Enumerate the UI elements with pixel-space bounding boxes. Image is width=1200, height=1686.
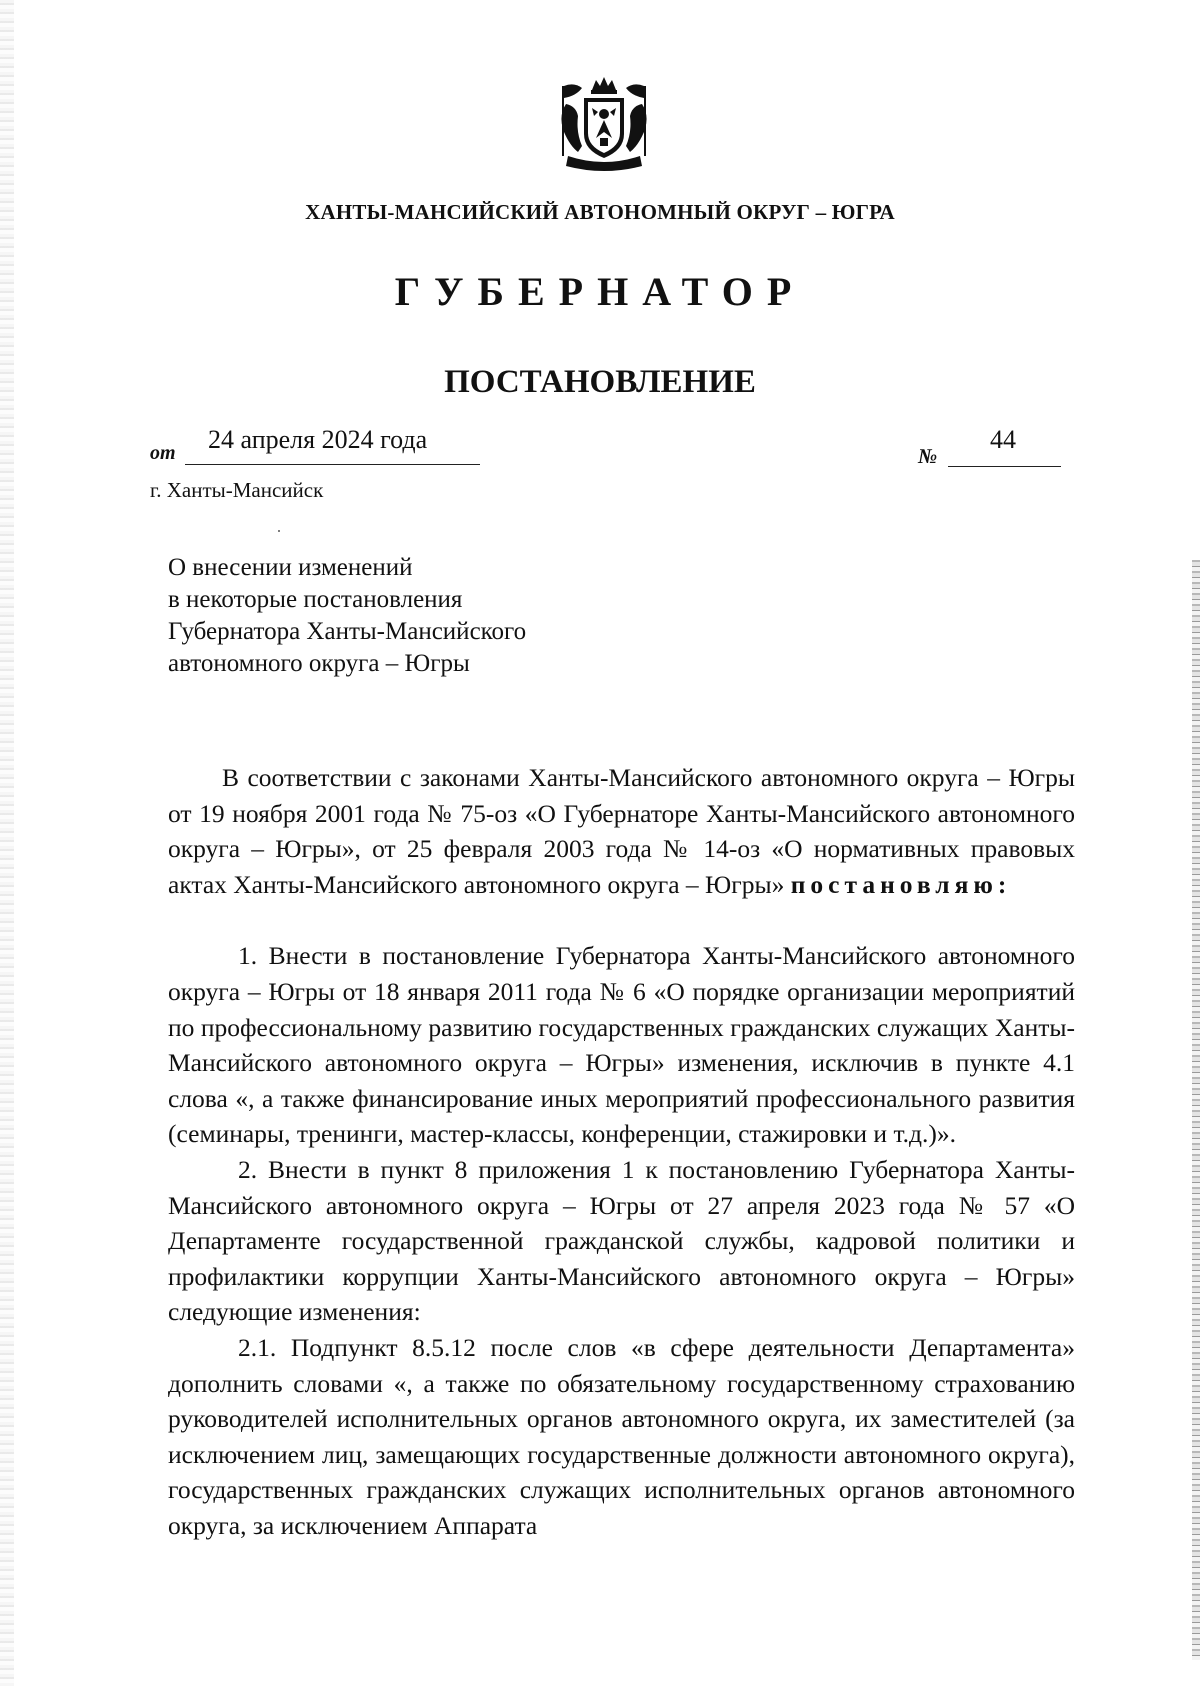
item-2-paragraph: 2. Внести в пункт 8 приложения 1 к постановлению Губернатора Ханты-Мансийского автономного округа – Югры от 27 апреля 2023 года № 57 «О Департаменте государственной гражданской службы, кадровой политики и профилактики коррупции Ханты-Мансийского автономного округа – Югры» следующие изменения: [168, 1154, 1075, 1327]
item-2-1-paragraph: 2.1. Подпункт 8.5.12 после слов «в сфере деятельности Департамента» дополнить словами «, а также по обязательному государственному страхованию руководителей исполнительных органов автономного округа, их заместителей (за исключением лиц, замещающих государственные должности автономного округа), государственных гражданских служащих исполнительных органов автономного округа, за исключением Аппарата [168, 1332, 1075, 1540]
region-name: ХАНТЫ-МАНСИЙСКИЙ АВТОНОМНЫЙ ОКРУГ – ЮГРА [305, 200, 895, 224]
title-line: в некоторые постановления [168, 586, 463, 613]
city: г. Ханты-Мансийск [150, 478, 324, 502]
governor-heading: ГУБЕРНАТОР [394, 269, 806, 314]
decree-number: 44 [990, 425, 1016, 454]
title-line: Губернатора Ханты-Мансийского [168, 618, 527, 645]
date-prefix: от [150, 442, 176, 464]
number-underline [948, 466, 1061, 467]
item-1-paragraph: 1. Внести в постановление Губернатора Ханты-Мансийского автономного округа – Югры от 18 января 2011 года № 6 «О порядке организации мероприятий по профессиональному развитию государственных гражданских служащих Ханты-Мансийского автономного округа – Югры» изменения, исключив в пункте 4.1 слова «, а также финансирование иных мероприятий профессионального развития (семинары, тренинги, мастер-классы, конференции, стажировки и т.д.)». [168, 941, 1075, 1149]
number-prefix: № [918, 444, 938, 468]
date-underline [185, 464, 480, 465]
decree-body [168, 760, 1075, 1543]
decree-title [168, 552, 526, 680]
scan-speck [278, 530, 280, 532]
coat-of-arms-emblem [548, 76, 660, 176]
preamble-text: В соответствии с законами Ханты-Мансийского автономного округа – Югры от 19 ноября 2001 года № 75-оз «О Губернаторе Ханты-Мансийского автономного округа – Югры», от 25 февраля 2003 года № 14-оз «О нормативных правовых актах Ханты-Мансийского автономного округа – Югры» [168, 763, 1075, 899]
title-line: автономного округа – Югры [168, 650, 470, 677]
decree-date: 24 апреля 2024 года [208, 425, 428, 454]
resolve-word: постановляю: [790, 869, 1012, 899]
scan-edge-right [1192, 560, 1200, 1660]
preamble-paragraph [168, 760, 1075, 902]
scan-edge-left [0, 0, 14, 1686]
decree-type-heading: ПОСТАНОВЛЕНИЕ [444, 364, 756, 400]
title-line: О внесении изменений [168, 554, 413, 581]
